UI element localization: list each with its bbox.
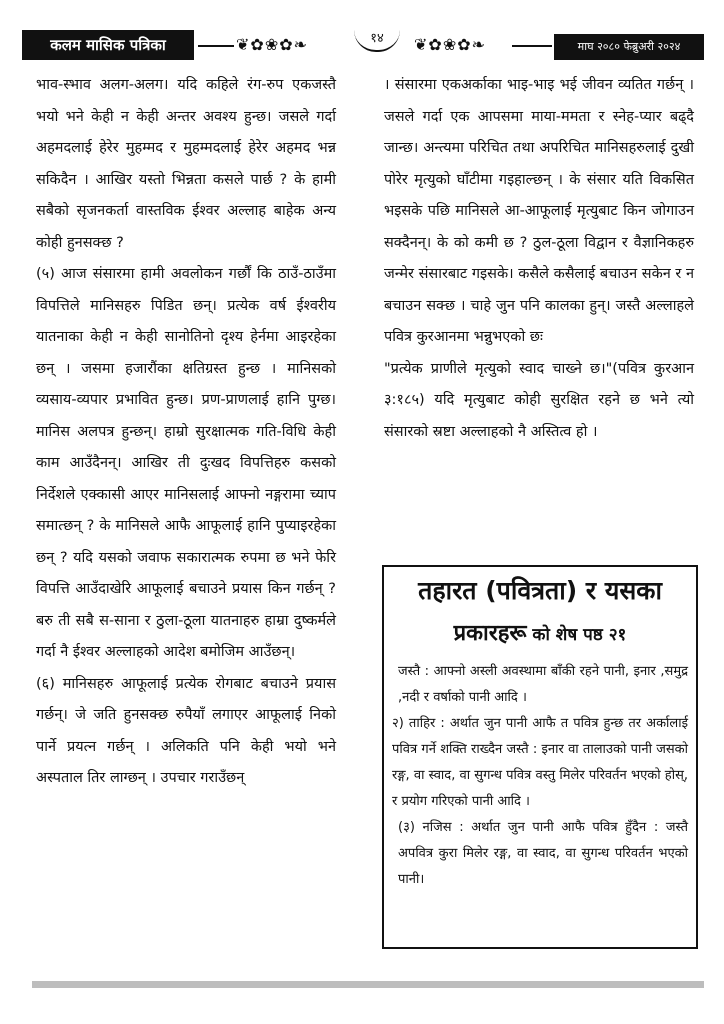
left-paragraph-3: (६) मानिसहरु आफूलाई प्रत्येक रोगबाट बचाउने प्रयास गर्छन्। जे जति हुनसक्छ रुपैयाँ लगाएर आफूलाई निको पार्ने प्रयत्न गर्छन् । अलिकति पनि केही भयो भने अस्पताल तिर लाग्छन् । उपचार गराउँछन् <box>36 675 336 786</box>
page-header <box>22 30 704 62</box>
left-paragraph-2: (५) आज संसारमा हामी अवलोकन गर्छौं कि ठाउँ-ठाउँमा विपत्तिले मानिसहरु पिडित छन्। प्रत्येक वर्ष ईश्वरीय यातनाका केही न केही सानोतिनो दृश्य हेर्नमा आइरहेका छन् । जसमा हजारौंका क्षतिग्रस्त हुन्छ । मानिसको व्यसाय-व्यपार प्रभावित हुन्छ। प्रण-प्राणलाई हानि पुग्छ। मानिस अलपत्र हुन्छन्। हाम्रो सुरक्षात्मक गति-विधि केही काम आउँदैनन्। आखिर ती दुःखद विपत्तिहरु कसको निर्देशले एक्कासी आएर मानिसलाई आफ्नो नङ्गरामा च्याप समात्छन् ? के मानिसले आफै आफूलाई हानि पुप्याइरहेका छन् ? यदि यसको जवाफ सकारात्मक रुपमा छ भने फेरि विपत्ति आउँदाखेरि आफूलाई बचाउने प्रयास किन गर्छन् ? बरु ती सबै स-साना र ठुला-ठूला यातनाहरु हाम्रा दुष्कर्मले गर्दा नै ईश्वर अल्लाहको आदेश बमोजिम आउँछन्। <box>36 266 336 660</box>
ornament-left-icon: ❦✿❀✿❧ <box>236 35 309 54</box>
issue-date: माघ २०८० फेब्रुअरी २०२४ <box>554 34 704 60</box>
box-subtitle-main: प्रकारहरू <box>453 621 527 646</box>
box-subtitle-continued: को शेष पष्ठ २१ <box>526 625 627 645</box>
box-paragraph-2: २) ताहिर : अर्थात जुन पानी आफै त पवित्र हुन्छ तर अर्कालाई पवित्र गर्ने शक्ति राख्दैन जस्तै : इनार वा तालाउको पानी जसको रङ्ग, वा स्वाद, वा सुगन्ध पवित्र वस्तु मिलेर परिवर्तन भएको होस्, र प्रयोग गरिएको पानी आदि । <box>392 716 688 809</box>
page-number: १४ <box>354 30 400 52</box>
magazine-title: कलम मासिक पत्रिका <box>22 30 194 60</box>
right-paragraph-1: । संसारमा एकअर्काका भाइ-भाइ भई जीवन व्यतित गर्छन् । जसले गर्दा एक आपसमा माया-ममता र स्नेह-प्यार बढ्दै जान्छ। अन्त्यमा परिचित तथा अपरिचित मानिसहरुलाई दुखी पोरेर मृत्युको घाँटीमा गइहाल्छन् । के संसार यति विकसित भइसके पछि मानिसले आ-आफूलाई मृत्युबाट किन जोगाउन सक्दैनन्। के को कमी छ ? ठुल-ठूला विद्वान र वैज्ञानिकहरु जन्मेर संसारबाट गइसके। कसैले कसैलाई बचाउन सकेन र न बचाउन सक्छ । चाहे जुन पनि कालका हुन्। जस्तै अल्लाहले पवित्र कुरआनमा भन्नुभएको छः <box>384 77 694 345</box>
box-paragraph-3: (३) नजिस : अर्थात जुन पानी आफै पवित्र हुँदैन : जस्तै अपवित्र कुरा मिलेर रङ्ग, वा स्वाद, वा सुगन्ध परिवर्तन भएको पानी। <box>398 820 688 887</box>
right-column <box>384 70 694 448</box>
box-body <box>392 659 688 893</box>
header-rule-left <box>198 45 234 47</box>
box-paragraph-1: जस्तै : आफ्नो अस्ली अवस्थामा बाँकी रहने पानी, इनार ,समुद्र ,नदी र वर्षाको पानी आदि । <box>398 664 688 705</box>
ornament-right-icon: ❦✿❀✿❧ <box>414 35 487 54</box>
right-paragraph-2: "प्रत्येक प्राणीले मृत्युको स्वाद चाख्ने छ।"(पवित्र कुरआन ३:१८५) यदि मृत्युबाट कोही सुरक्षित रहने छ भने त्यो संसारको स्रष्टा अल्लाहको नै अस्तित्व हो । <box>384 360 694 440</box>
header-rule-right <box>512 45 552 47</box>
continuation-box <box>382 565 698 949</box>
left-column <box>36 70 336 795</box>
left-paragraph-1: भाव-स्भाव अलग-अलग। यदि कहिले रंग-रुप एकजस्तै भयो भने केही न केही अन्तर अवश्य हुन्छ। जसले गर्दा अहमदलाई हेरेर मुहम्मद र मुहम्मदलाई हेरेर अहमद भन्न सकिदैन । आखिर यस्तो भिन्नता कसले पार्छ ? के हामी सबैको सृजनकर्ता वास्तविक ईश्वर अल्लाह बाहेक अन्य कोही हुनसक्छ ? <box>36 77 336 251</box>
box-title: तहारत (पवित्रता) र यसका <box>418 576 662 605</box>
footer-bar <box>32 981 704 988</box>
box-subtitle <box>384 617 696 652</box>
